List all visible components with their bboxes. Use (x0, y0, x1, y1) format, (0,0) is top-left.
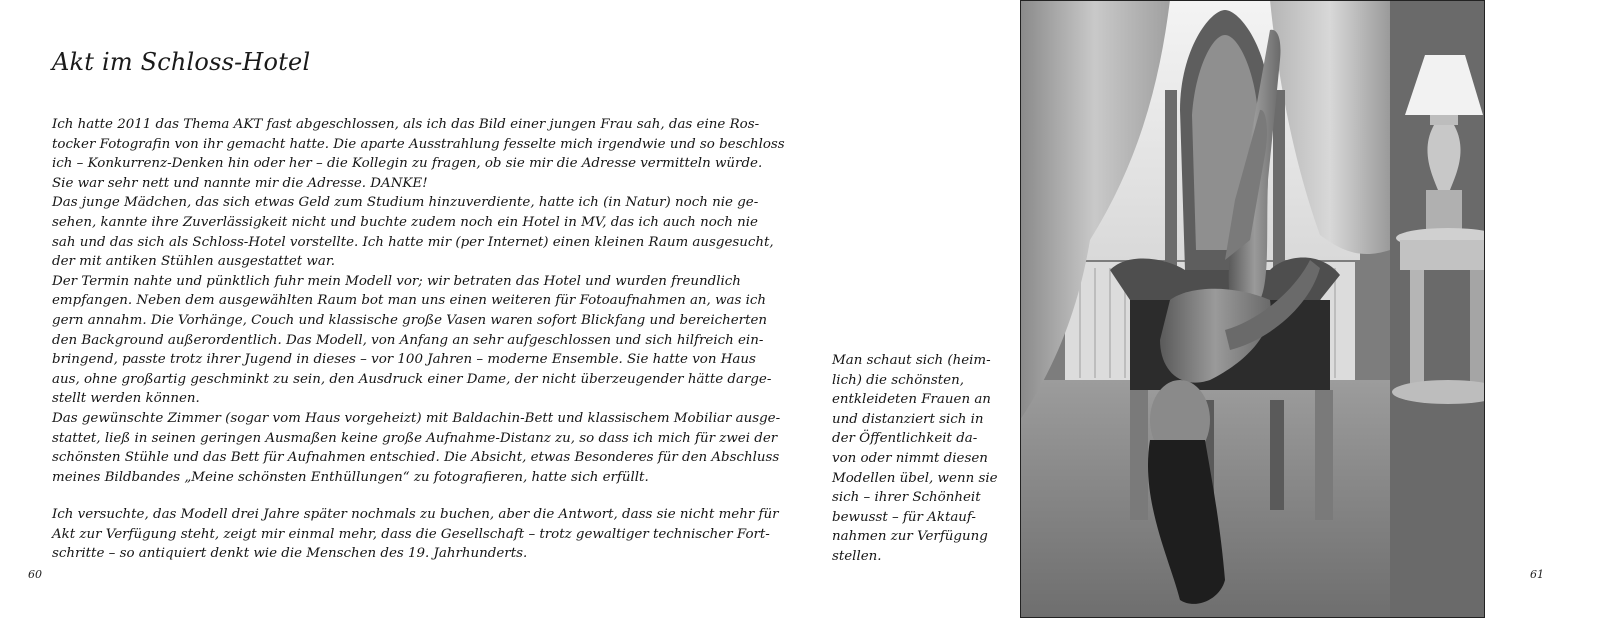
text-line: den Background außerordentlich. Das Modell, von Anfang an sehr aufgeschlossen und sich hilfreich ein- (52, 332, 764, 348)
sidebar-line: lich) die schönsten, (832, 372, 964, 388)
text-line: sehen, kannte ihre Zuverlässigkeit nicht und buchte zudem noch ein Hotel in MV, das ich auch noch nie (52, 214, 758, 230)
text-line: gern annahm. Die Vorhänge, Couch und klassische große Vasen waren sofort Blickfang und bereicherten (52, 312, 768, 328)
photograph (1020, 0, 1485, 618)
sidebar-line: entkleideten Frauen an (832, 392, 991, 408)
text-line: Der Termin nahte und pünktlich fuhr mein Modell vor; wir betraten das Hotel und wurden freundlich (52, 273, 741, 289)
text-line: Das junge Mädchen, das sich etwas Geld zum Studium hinzuverdiente, hatte ich (in Natur) noch nie ge- (52, 195, 759, 211)
page-number-right: 61 (1530, 568, 1544, 581)
paragraph-2 (52, 505, 779, 564)
text-line: Sie war sehr nett und nannte mir die Adresse. DANKE! (52, 175, 428, 191)
text-line: aus, ohne großartig geschminkt zu sein, den Ausdruck einer Dame, der nicht überzeugender hätte darge- (52, 371, 772, 387)
text-line: empfangen. Neben dem ausgewählten Raum bot man uns einen weiteren für Fotoaufnahmen an, was ich (52, 293, 767, 309)
photo-illustration (1020, 0, 1485, 618)
text-line: stellt werden können. (52, 391, 200, 407)
sidebar-line: und distanziert sich in (832, 411, 984, 427)
sidebar-line: Man schaut sich (heim- (832, 353, 991, 368)
text-line: Das gewünschte Zimmer (sogar vom Haus vorgeheizt) mit Baldachin-Bett und klassischem Mobiliar ausge- (52, 410, 781, 426)
text-line: sah und das sich als Schloss-Hotel vorstellte. Ich hatte mir (per Internet) einen kleinen Raum ausgesucht, (52, 234, 774, 250)
sidebar-line: der Öffentlichkeit da- (832, 431, 978, 447)
sidebar-line: nahmen zur Verfügung (832, 529, 988, 545)
body-text (52, 115, 785, 564)
text-line: bringend, passte trotz ihrer Jugend in dieses – vor 100 Jahren – moderne Ensemble. Sie hatte von Haus (52, 352, 756, 368)
sidebar-line: stellen. (832, 548, 882, 564)
sidebar-line: von oder nimmt diesen (832, 450, 988, 466)
text-line: der mit antiken Stühlen ausgestattet war. (52, 254, 336, 270)
text-line: meines Bildbandes „Meine schönsten Enthüllungen“ zu fotografieren, hatte sich erfüllt. (52, 469, 649, 485)
text-line: stattet, ließ in seinen geringen Ausmaßen keine große Aufnahme-Distanz zu, so dass ich mich für zwei der (52, 430, 778, 446)
sidebar-line: sich – ihrer Schönheit (832, 490, 981, 506)
text-line: schönsten Stühle und das Bett für Aufnahmen entschied. Die Absicht, etwas Besonderes für den Abschluss (52, 450, 780, 466)
text-line: ich – Konkurrenz-Denken hin oder her – die Kollegin zu fragen, ob sie mir die Adresse vermitteln würde. (52, 156, 763, 172)
text-line: Akt zur Verfügung steht, zeigt mir einmal mehr, dass die Gesellschaft – trotz gewaltiger technischer Fort- (52, 526, 770, 542)
sidebar-quote (832, 351, 1002, 567)
sidebar-line: bewusst – für Aktauf- (832, 509, 976, 525)
text-line: Ich versuchte, das Modell drei Jahre später nochmals zu buchen, aber die Antwort, dass sie nicht mehr für (52, 507, 779, 523)
sidebar-line: Modellen übel, wenn sie (832, 470, 998, 486)
page-number-left: 60 (28, 568, 42, 581)
page-title: Akt im Schloss-Hotel (52, 48, 311, 76)
text-line: tocker Fotografin von ihr gemacht hatte. Die aparte Ausstrahlung fesselte mich irgendwie und so beschloss (52, 136, 785, 152)
text-line: schritte – so antiquiert denkt wie die Menschen des 19. Jahrhunderts. (52, 546, 528, 562)
paragraph-1 (52, 115, 785, 487)
text-line: Ich hatte 2011 das Thema AKT fast abgeschlossen, als ich das Bild einer jungen Frau sah, das eine Ros- (52, 117, 760, 132)
